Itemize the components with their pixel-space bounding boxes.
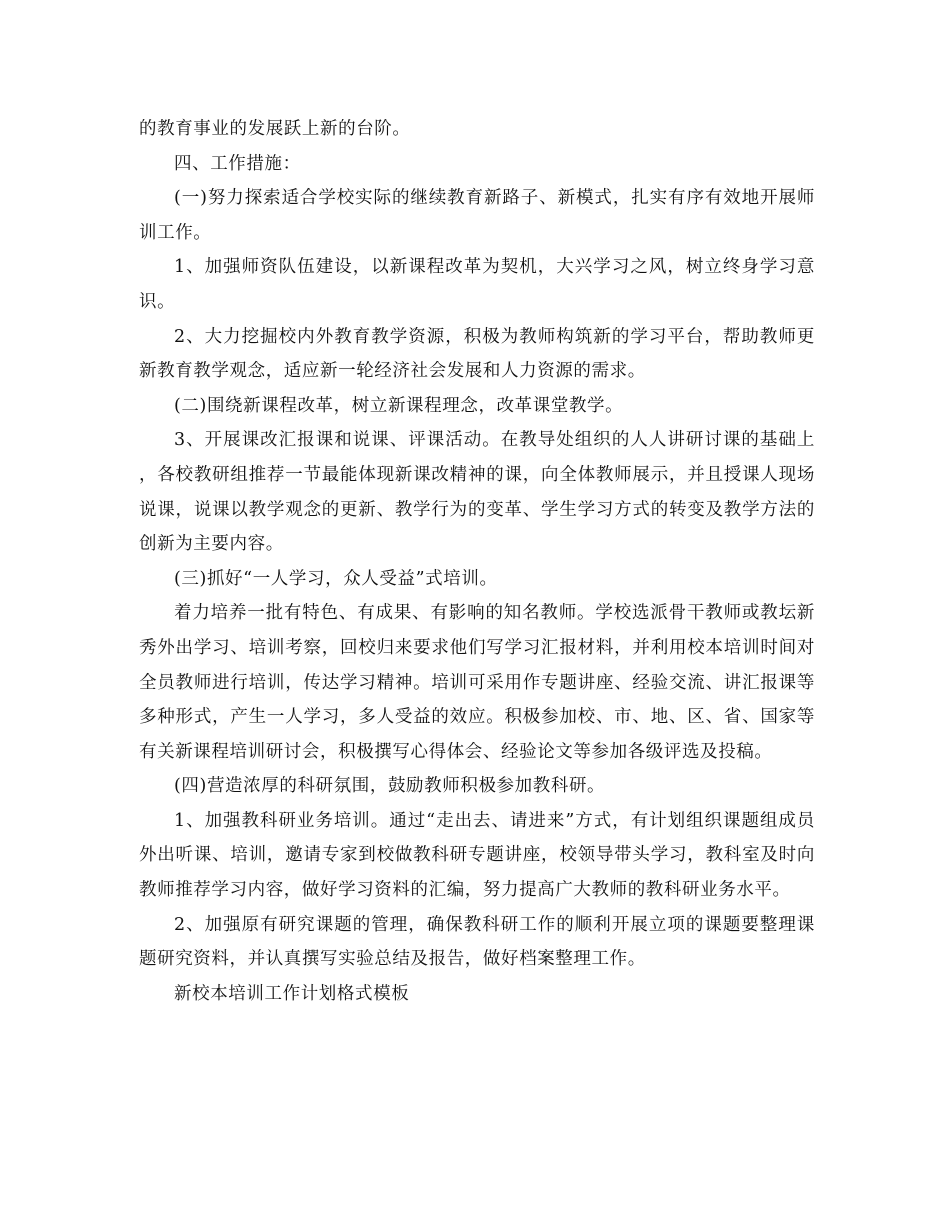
paragraph-teacher-training: 着力培养一批有特色、有成果、有影响的知名教师。学校选派骨干教师或教坛新秀外出学习、培训考察，回校归来要求他们写学习汇报材料，并利用校本培训时间对全员教师进行培训，传达学习精神。培训可采用作专题讲座、经验交流、讲汇报课等多种形式，产生一人学习，多人受益的效应。积极参加校、市、地、区、省、国家等有关新课程培训研讨会，积极撰写心得体会、经验论文等参加各级评选及投稿。 [139,603,815,762]
subheading-research-atmosphere: (四)营造浓厚的科研氛围，鼓励教师积极参加教科研。 [174,776,606,797]
section-heading-work-measures: 四、工作措施： [174,153,301,174]
paragraph-item-1: 1、加强师资队伍建设，以新课程改革为契机，大兴学习之风，树立终身学习意识。 [139,257,815,312]
paragraph-research-management: 2、加强原有研究课题的管理，确保教科研工作的顺利开展立项的课题要整理课题研究资料，并认真撰写实验总结及报告，做好档案整理工作。 [139,914,815,970]
paragraph-research-training: 1、加强教科研业务培训。通过“走出去、请进来”方式，有计划组织课题组成员外出听课、培训，邀请专家到校做教科研专题讲座，校领导带头学习，教科室及时向教师推荐学习内容，做好学习资料的汇编，努力提高广大教师的教科研业务水平。 [139,810,815,901]
subheading-curriculum-reform: (二)围绕新课程改革，树立新课程理念，改革课堂教学。 [174,395,624,416]
subheading-one-learns-many-benefit: (三)抓好“一人学习，众人受益”式培训。 [174,568,498,589]
paragraph-continuation: 的教育事业的发展跃上新的台阶。 [139,119,411,139]
paragraph-template-title: 新校本培训工作计划格式模板 [174,983,410,1004]
document-body [139,112,815,1011]
subheading-continuing-education: (一)努力探索适合学校实际的继续教育新路子、新模式，扎实有序有效地开展师训工作。 [139,188,815,243]
paragraph-item-3: 3、开展课改汇报课和说课、评课活动。在教导处组织的人人讲研讨课的基础上，各校教研组推荐一节最能体现新课改精神的课，向全体教师展示，并且授课人现场说课，说课以教学观念的更新、教学行为的变革、学生学习方式的转变及教学方法的创新为主要内容。 [139,430,815,555]
paragraph-item-2: 2、大力挖掘校内外教育教学资源，积极为教师构筑新的学习平台，帮助教师更新教育教学观念，适应新一轮经济社会发展和人力资源的需求。 [139,326,815,382]
